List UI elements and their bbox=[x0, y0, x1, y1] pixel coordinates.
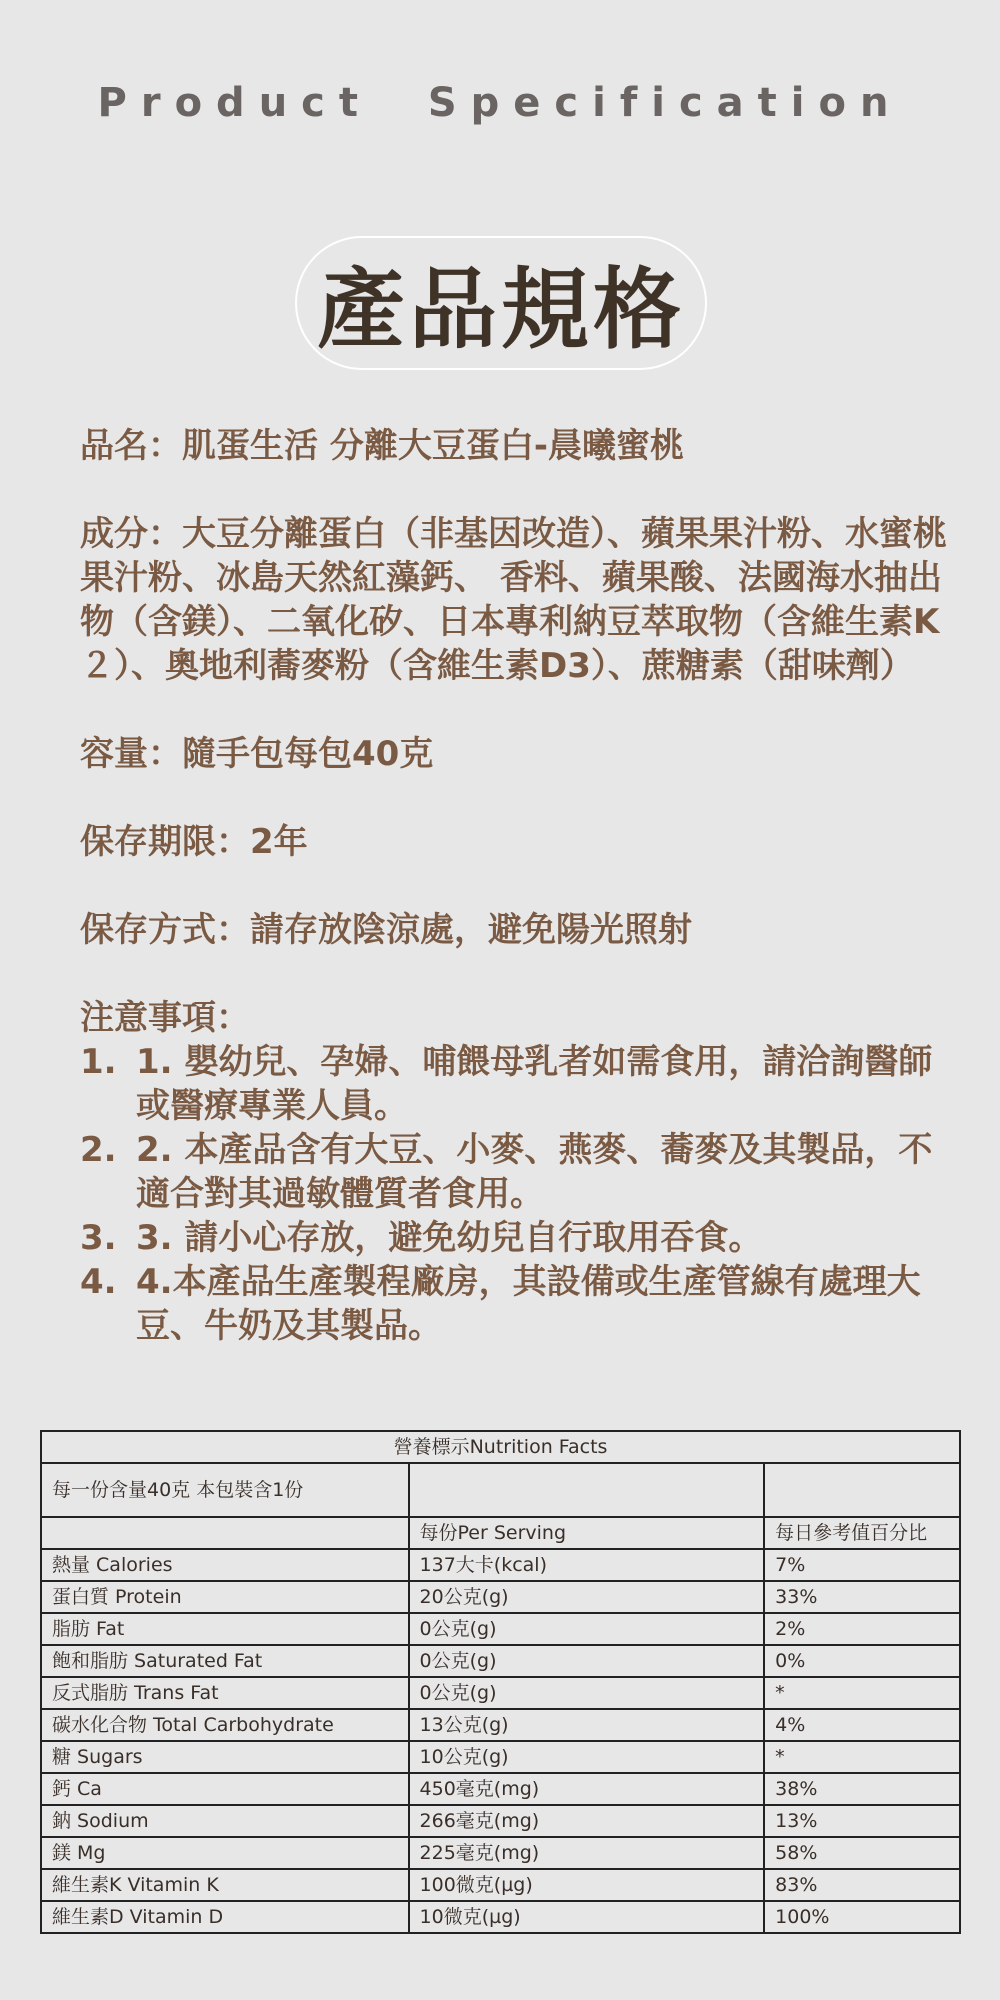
nutrient-amount: 100微克(µg) bbox=[409, 1869, 765, 1901]
list-item bbox=[80, 1216, 960, 1260]
nutrient-daily-value: 33% bbox=[764, 1581, 960, 1613]
nutrient-daily-value: 0% bbox=[764, 1645, 960, 1677]
nutrient-amount: 13公克(g) bbox=[409, 1709, 765, 1741]
empty-cell bbox=[764, 1463, 960, 1517]
table-row bbox=[41, 1773, 960, 1805]
per-serving-header: 每份Per Serving bbox=[409, 1517, 765, 1549]
page-title: 產品規格 bbox=[316, 258, 685, 361]
nutrient-name: 鎂 Mg bbox=[41, 1837, 409, 1869]
nutrient-daily-value: 2% bbox=[764, 1613, 960, 1645]
nutrient-name: 蛋白質 Protein bbox=[41, 1581, 409, 1613]
shelf-life: 保存期限：2年 bbox=[80, 822, 308, 862]
list-item-number: 3. bbox=[80, 1218, 117, 1258]
ingredients: 成分：大豆分離蛋白（非基因改造）、蘋果果汁粉、水蜜桃果汁粉、冰島天然紅藻鈣、 香料、蘋果酸、法國海水抽出物（含鎂）、二氧化矽、日本專利納豆萃取物（含維生素K２）、奧地利蕎麥粉（含維生素D3）、蔗糖素（甜味劑） bbox=[80, 514, 947, 686]
nutrient-amount: 10公克(g) bbox=[409, 1741, 765, 1773]
notes-list bbox=[80, 1040, 960, 1348]
list-item bbox=[80, 1040, 960, 1128]
notes-title: 注意事項： bbox=[80, 998, 250, 1038]
nutrient-name: 鈉 Sodium bbox=[41, 1805, 409, 1837]
list-item-number: 4. bbox=[80, 1262, 117, 1302]
nutrient-daily-value: 4% bbox=[764, 1709, 960, 1741]
table-row bbox=[41, 1901, 960, 1933]
nutrient-amount: 266毫克(mg) bbox=[409, 1805, 765, 1837]
volume: 容量：隨手包每包40克 bbox=[80, 734, 434, 774]
nutrient-amount: 10微克(µg) bbox=[409, 1901, 765, 1933]
nutrient-amount: 0公克(g) bbox=[409, 1613, 765, 1645]
nutrient-name: 脂肪 Fat bbox=[41, 1613, 409, 1645]
table-row bbox=[41, 1709, 960, 1741]
list-item-text: 4.本產品生產製程廠房，其設備或生產管線有處理大豆、牛奶及其製品。 bbox=[136, 1262, 921, 1346]
list-item bbox=[80, 1260, 960, 1348]
nutrient-amount: 0公克(g) bbox=[409, 1645, 765, 1677]
nutrient-daily-value: * bbox=[764, 1741, 960, 1773]
list-item-text: 3. 請小心存放，避免幼兒自行取用吞食。 bbox=[136, 1218, 763, 1258]
table-row bbox=[41, 1837, 960, 1869]
nutrient-daily-value: 100% bbox=[764, 1901, 960, 1933]
storage: 保存方式：請存放陰涼處，避免陽光照射 bbox=[80, 910, 692, 950]
list-item-text: 1. 嬰幼兒、孕婦、哺餵母乳者如需食用，請洽詢醫師或醫療專業人員。 bbox=[136, 1042, 933, 1126]
nutrient-daily-value: 83% bbox=[764, 1869, 960, 1901]
empty-cell bbox=[41, 1517, 409, 1549]
list-item-number: 1. bbox=[80, 1042, 117, 1082]
nutrient-name: 鈣 Ca bbox=[41, 1773, 409, 1805]
nutrition-title: 營養標示Nutrition Facts bbox=[41, 1431, 960, 1463]
nutrient-name: 維生素K Vitamin K bbox=[41, 1869, 409, 1901]
table-row bbox=[41, 1869, 960, 1901]
serving-size: 每一份含量40克 本包裝含1份 bbox=[41, 1463, 409, 1517]
nutrient-daily-value: 13% bbox=[764, 1805, 960, 1837]
table-row bbox=[41, 1613, 960, 1645]
nutrient-name: 糖 Sugars bbox=[41, 1741, 409, 1773]
nutrient-name: 飽和脂肪 Saturated Fat bbox=[41, 1645, 409, 1677]
nutrition-rows bbox=[41, 1549, 960, 1933]
table-row bbox=[41, 1805, 960, 1837]
nutrient-daily-value: * bbox=[764, 1677, 960, 1709]
table-row bbox=[41, 1549, 960, 1581]
nutrient-name: 熱量 Calories bbox=[41, 1549, 409, 1581]
table-row bbox=[41, 1677, 960, 1709]
nutrient-amount: 20公克(g) bbox=[409, 1581, 765, 1613]
nutrient-daily-value: 7% bbox=[764, 1549, 960, 1581]
nutrition-table bbox=[40, 1430, 961, 1934]
table-row bbox=[41, 1645, 960, 1677]
column-header-row bbox=[41, 1517, 960, 1549]
nutrient-daily-value: 58% bbox=[764, 1837, 960, 1869]
title-pill bbox=[295, 236, 707, 370]
nutrient-name: 維生素D Vitamin D bbox=[41, 1901, 409, 1933]
spec-list bbox=[80, 424, 960, 1348]
serving-row bbox=[41, 1463, 960, 1517]
product-name: 品名：肌蛋生活 分離大豆蛋白-晨曦蜜桃 bbox=[80, 426, 684, 466]
nutrient-daily-value: 38% bbox=[764, 1773, 960, 1805]
empty-cell bbox=[409, 1463, 765, 1517]
daily-value-header: 每日參考值百分比 bbox=[764, 1517, 960, 1549]
nutrient-amount: 450毫克(mg) bbox=[409, 1773, 765, 1805]
table-row bbox=[41, 1741, 960, 1773]
table-row bbox=[41, 1581, 960, 1613]
nutrient-amount: 137大卡(kcal) bbox=[409, 1549, 765, 1581]
list-item bbox=[80, 1128, 960, 1216]
nutrient-name: 反式脂肪 Trans Fat bbox=[41, 1677, 409, 1709]
nutrient-name: 碳水化合物 Total Carbohydrate bbox=[41, 1709, 409, 1741]
list-item-number: 2. bbox=[80, 1130, 117, 1170]
nutrient-amount: 0公克(g) bbox=[409, 1677, 765, 1709]
nutrient-amount: 225毫克(mg) bbox=[409, 1837, 765, 1869]
nutrition-title-row bbox=[41, 1431, 960, 1463]
eyebrow-heading: Product Specification bbox=[97, 80, 903, 126]
list-item-text: 2. 本產品含有大豆、小麥、燕麥、蕎麥及其製品，不適合對其過敏體質者食用。 bbox=[136, 1130, 933, 1214]
